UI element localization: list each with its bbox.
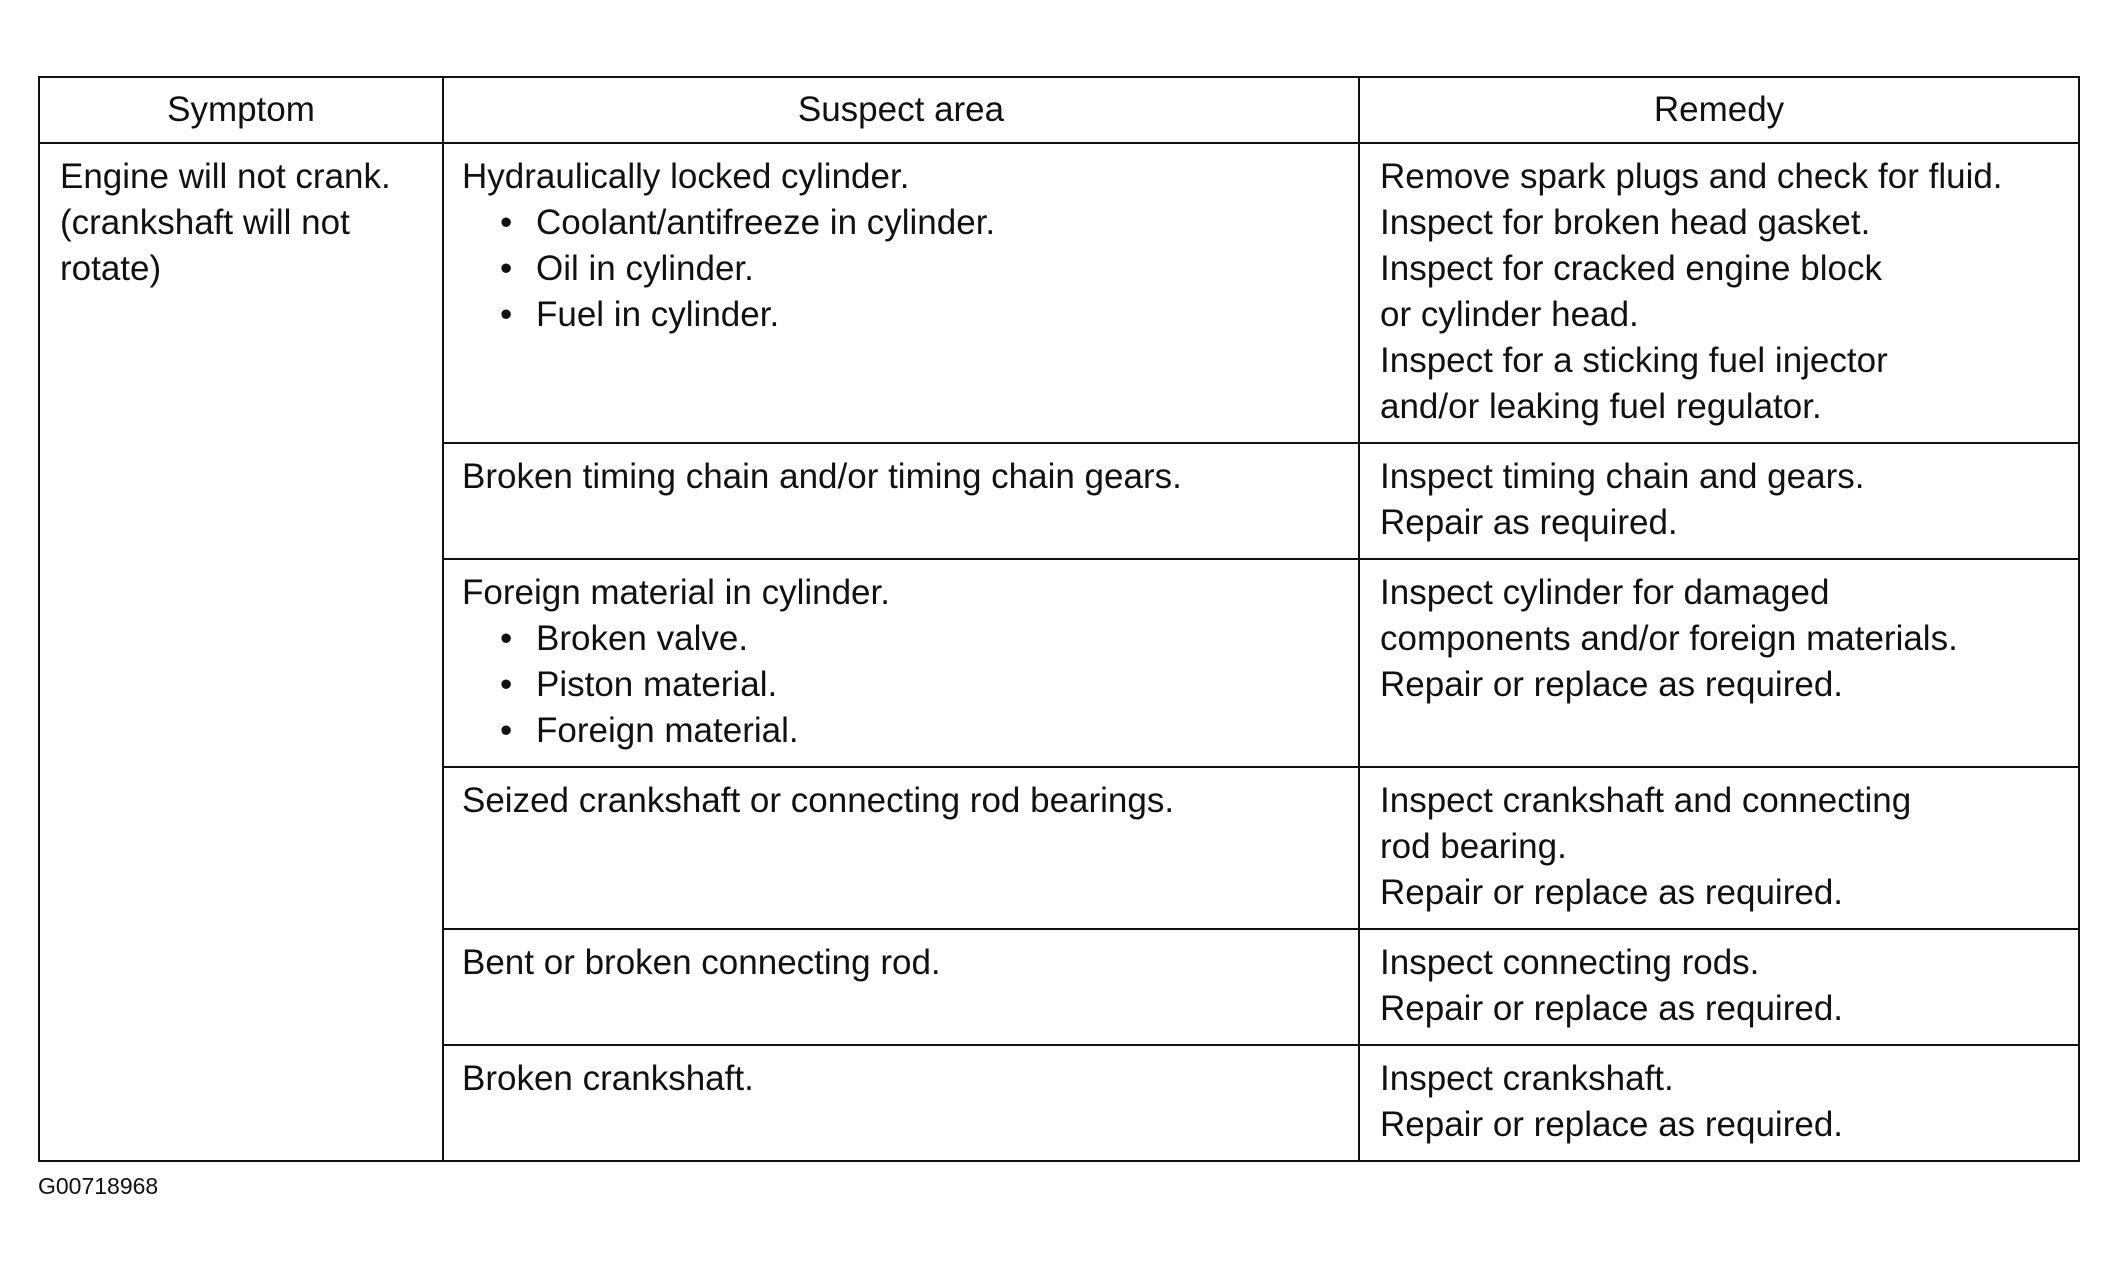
bullet-icon: • <box>500 249 513 288</box>
bullet-text: Broken valve. <box>536 619 749 658</box>
bullet-item <box>496 292 1340 338</box>
symptom-line: (crankshaft will not <box>60 203 350 242</box>
remedy-line: or cylinder head. <box>1380 295 1639 334</box>
remedy-cell <box>1359 443 2079 559</box>
bullet-icon: • <box>500 665 513 704</box>
remedy-line: Inspect timing chain and gears. <box>1380 457 1865 496</box>
remedy-cell <box>1359 929 2079 1045</box>
bullet-icon: • <box>500 711 513 750</box>
suspect-area-cell <box>443 443 1359 559</box>
suspect-area-title: Broken timing chain and/or timing chain gears. <box>462 457 1182 496</box>
remedy-cell <box>1359 143 2079 443</box>
bullet-item <box>496 200 1340 246</box>
remedy-line: Repair or replace as required. <box>1380 989 1844 1028</box>
diagnostic-table <box>38 76 2080 1162</box>
suspect-area-title: Broken crankshaft. <box>462 1059 754 1098</box>
remedy-line: Repair or replace as required. <box>1380 1105 1844 1144</box>
table-header-row <box>39 77 2079 143</box>
suspect-area-title: Hydraulically locked cylinder. <box>462 157 910 196</box>
bullet-icon: • <box>500 295 513 334</box>
remedy-line: and/or leaking fuel regulator. <box>1380 387 1822 426</box>
remedy-line: Repair or replace as required. <box>1380 873 1844 912</box>
suspect-area-bullet-list <box>462 200 1340 338</box>
bullet-text: Piston material. <box>536 665 778 704</box>
suspect-area-cell <box>443 929 1359 1045</box>
suspect-area-cell <box>443 143 1359 443</box>
suspect-area-cell <box>443 767 1359 929</box>
bullet-item <box>496 662 1340 708</box>
remedy-line: Repair as required. <box>1380 503 1678 542</box>
bullet-icon: • <box>500 203 513 242</box>
remedy-line: components and/or foreign materials. <box>1380 619 1958 658</box>
remedy-line: Remove spark plugs and check for fluid. <box>1380 157 2003 196</box>
remedy-line: Inspect for cracked engine block <box>1380 249 1882 288</box>
symptom-cell <box>39 143 443 1161</box>
remedy-cell <box>1359 767 2079 929</box>
symptom-line: Engine will not crank. <box>60 157 391 196</box>
remedy-line: rod bearing. <box>1380 827 1567 866</box>
remedy-line: Inspect crankshaft. <box>1380 1059 1674 1098</box>
bullet-text: Coolant/antifreeze in cylinder. <box>536 203 996 242</box>
bullet-text: Oil in cylinder. <box>536 249 754 288</box>
remedy-line: Repair or replace as required. <box>1380 665 1844 704</box>
suspect-area-cell <box>443 559 1359 767</box>
symptom-line: rotate) <box>60 249 162 288</box>
diagnostic-table-container <box>38 76 2078 1162</box>
bullet-icon: • <box>500 619 513 658</box>
suspect-area-title: Foreign material in cylinder. <box>462 573 890 612</box>
suspect-area-cell <box>443 1045 1359 1161</box>
remedy-line: Inspect for broken head gasket. <box>1380 203 1871 242</box>
bullet-text: Fuel in cylinder. <box>536 295 780 334</box>
suspect-area-title: Seized crankshaft or connecting rod bearings. <box>462 781 1175 820</box>
suspect-area-title: Bent or broken connecting rod. <box>462 943 941 982</box>
header-symptom: Symptom <box>39 77 443 143</box>
remedy-line: Inspect cylinder for damaged <box>1380 573 1830 612</box>
bullet-item <box>496 616 1340 662</box>
remedy-cell <box>1359 1045 2079 1161</box>
header-remedy: Remedy <box>1359 77 2079 143</box>
bullet-text: Foreign material. <box>536 711 799 750</box>
bullet-item <box>496 246 1340 292</box>
header-suspect-area: Suspect area <box>443 77 1359 143</box>
table-row <box>39 143 2079 443</box>
figure-id: G00718968 <box>38 1173 159 1199</box>
remedy-line: Inspect for a sticking fuel injector <box>1380 341 1888 380</box>
remedy-line: Inspect connecting rods. <box>1380 943 1760 982</box>
remedy-cell <box>1359 559 2079 767</box>
remedy-line: Inspect crankshaft and connecting <box>1380 781 1912 820</box>
bullet-item <box>496 708 1340 754</box>
suspect-area-bullet-list <box>462 616 1340 754</box>
